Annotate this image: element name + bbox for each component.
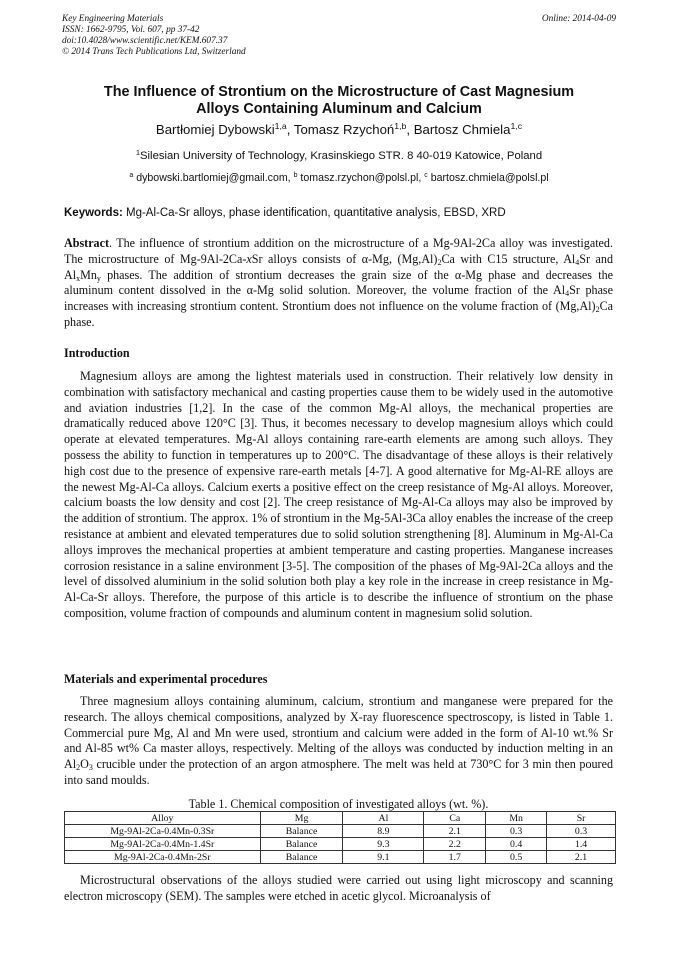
affiliation-mark: 1 [135,147,141,157]
email-link[interactable]: dybowski.bartlomiej@gmail.com, [136,172,291,184]
subscript: 2 [76,763,81,773]
subscript: 2 [437,257,442,267]
email-mark: a [129,172,134,180]
author-name: Tomasz Rzychoń [293,122,395,137]
materials-paragraph [64,694,613,789]
keywords-label: Keywords: [64,207,123,219]
table-row [65,838,616,851]
abstract-text: Sr phase increases with increasing strontium content. Strontium does not influence on the volume fraction of (Mg,Al) [64,283,614,314]
abstract-text: Ca with C15 structure, Al [441,251,576,266]
introduction-paragraph [64,369,613,622]
author-list: Bartłomiej Dybowski$^{1,a}$, Tomasz Rzychoń$^{1,b}$, Bartosz Chmiela$^{1,c}$ [155,121,523,137]
column-header: Sr [547,812,616,825]
materials-text: Three magnesium alloys containing aluminum, calcium, strontium and manganese were prepared for the research. The alloys chemical compositions, analyzed by X-ray fluorescence spectroscopy, is listed in Table 1. Commercial pure Mg, Al and Mn were used, strontium and calcium were added in the form of Al-10 wt.% Sr and Al-85 wt% Ca master alloys, respectively. Melting of the alloys was conducted by induction melting in an Al [64,694,613,772]
email-link[interactable]: bartosz.chmiela@polsl.pl [430,172,549,184]
journal-name: Key Engineering Materials [62,14,164,24]
introduction-text: Magnesium alloys are among the lightest materials used in construction. Their relatively low density in combination with satisfactory mechanical and casting properties cause them to be widely used in the automotive and aviation industries [1,2]. In the case of the common Mg-Al alloys, the mechanical properties are dramatically reduced above 120°C [3]. Thus, it becomes necessary to develop magnesium alloys which could operate at elevated temperatures. Mg-Al alloys containing rare-earth elements are among such alloys. They possess the ability to function in temperatures up to 200°C. The disadvantage of these alloys is their relatively high cost due to the presence of expensive rare-earth metals [4-7]. A good alternative for Mg-Al-RE alloys are the newest Mg-Al-Ca alloys. Calcium exerts a positive effect on the creep resistance of Mg-Al alloys. Moreover, calcium boasts the low density and cost [2]. The creep resistance of Mg-Al-Ca alloys may also be improved by the addition of strontium. The approx. 1% of strontium in the Mg-5Al-3Ca alloy enables the increase of the creep resistance at ambient and elevated temperatures due to solid solution strengthening [8]. Aluminum in Mg-Al-Ca alloys improves the mechanical properties at ambient temperature and casting properties. Manganese increases corrosion resistance in a saline environment [3-5]. The composition of the phases of Mg-9Al-2Ca alloys and the level of dissolved aluminium in the solid solution both play a key role in the increase in creep resistance in Mg-Al-Ca-Sr alloys. Therefore, the purpose of this article is to describe the influence of strontium on the phase composition, volume fraction of compounds and aluminum content in magnesium solid solution. [64,369,613,620]
table-cell: 0.3 [486,825,547,838]
affiliation-text: Silesian University of Technology, Krasinskiego STR. 8 40-019 Katowice, Poland [140,150,543,162]
materials-text: O [80,757,89,772]
table-cell: Balance [260,825,343,838]
author-name: Bartosz Chmiela [413,122,511,137]
journal-issn: ISSN: 1662-9795, Vol. 607, pp 37-42 [62,25,200,35]
column-header: Al [343,812,424,825]
table-cell: 9.3 [343,838,424,851]
column-header: Mn [486,812,547,825]
table-cell: 0.5 [486,851,547,864]
table-cell: Mg-9Al-2Ca-0.4Mn-2Sr [65,851,261,864]
materials-text: crucible under the protection of an argon atmosphere. The melt was held at 730°C for 3 min then poured into sand moulds. [64,757,613,787]
abstract-label: Abstract [64,236,110,250]
table-cell: Balance [260,838,343,851]
email-mark: b [293,172,298,180]
subscript: x [76,273,81,283]
title-line-1: The Influence of Strontium on the Microstructure of Cast Magnesium [103,84,575,100]
keywords-text: Mg-Al-Ca-Sr alloys, phase identification, quantitative analysis, EBSD, XRD [126,207,506,219]
affiliation [40,147,638,162]
journal-copyright: © 2014 Trans Tech Publications Ltd, Switzerland [62,47,246,57]
subscript: 2 [595,305,600,315]
keywords [64,207,624,219]
author-affiliation-mark: 1,a [274,121,287,132]
abstract-text: Ca phase. [64,299,613,329]
table-cell: 2.2 [424,838,486,851]
journal-header [62,14,246,58]
materials-heading: Materials and experimental procedures [64,672,268,686]
paper-title [40,84,638,118]
abstract-text: . The influence of strontium addition on the microstructure of a Mg-9Al-2Ca alloy was investigated. The microstructure of Mg-9Al-2Ca- [64,236,613,266]
abstract-text: Sr alloys consists of α-Mg, (Mg,Al) [251,251,438,266]
microstructure-paragraph [64,873,613,905]
table-row [65,851,616,864]
table-header-row [65,812,616,825]
subscript: 3 [88,763,93,773]
table-cell: 0.4 [486,838,547,851]
table-cell: Balance [260,851,343,864]
column-header: Alloy [65,812,261,825]
introduction-heading: Introduction [64,346,130,360]
abstract-text: phases. The addition of strontium decreases the grain size of the α-Mg phase and decreases the aluminum content dissolved in the α-Mg solid solution. Moreover, the volume fraction of the Al [64,267,613,298]
author-affiliation-mark: 1,b [394,121,407,132]
author-name: Bartłomiej Dybowski [155,122,275,137]
email-list [40,172,638,184]
table-row [65,825,616,838]
subscript: y [96,273,101,283]
abstract-text: Mn [80,267,97,282]
table-cell: 8.9 [343,825,424,838]
table-cell: 0.3 [547,825,616,838]
table-cell: 2.1 [547,851,616,864]
table-cell: 9.1 [343,851,424,864]
online-date: Online: 2014-04-09 [541,14,616,24]
column-header: Mg [260,812,343,825]
email-link[interactable]: tomasz.rzychon@polsl.pl, [300,172,422,184]
microstructure-text: Microstructural observations of the alloys studied were carried out using light microscopy and scanning electron microscopy (SEM). The samples were etched in acetic glycol. Microanalysis of [64,873,613,903]
table-cell: Mg-9Al-2Ca-0.4Mn-1.4Sr [65,838,261,851]
column-header: Ca [424,812,486,825]
email-mark: c [424,172,428,180]
title-line-2: Alloys Containing Aluminum and Calcium [196,101,482,117]
journal-doi: doi:10.4028/www.scientific.net/KEM.607.37 [62,36,228,46]
abstract [64,236,613,331]
table-caption: Table 1. Chemical composition of investigated alloys (wt. %). [188,797,489,811]
subscript: 4 [565,289,570,299]
subscript: 4 [575,257,580,267]
table-cell: 2.1 [424,825,486,838]
table-cell: 1.4 [547,838,616,851]
abstract-text: Sr and Al [64,251,613,282]
author-affiliation-mark: 1,c [510,121,523,132]
abstract-variable: x [246,251,252,266]
composition-table [64,811,616,864]
table-cell: Mg-9Al-2Ca-0.4Mn-0.3Sr [65,825,261,838]
table-cell: 1.7 [424,851,486,864]
